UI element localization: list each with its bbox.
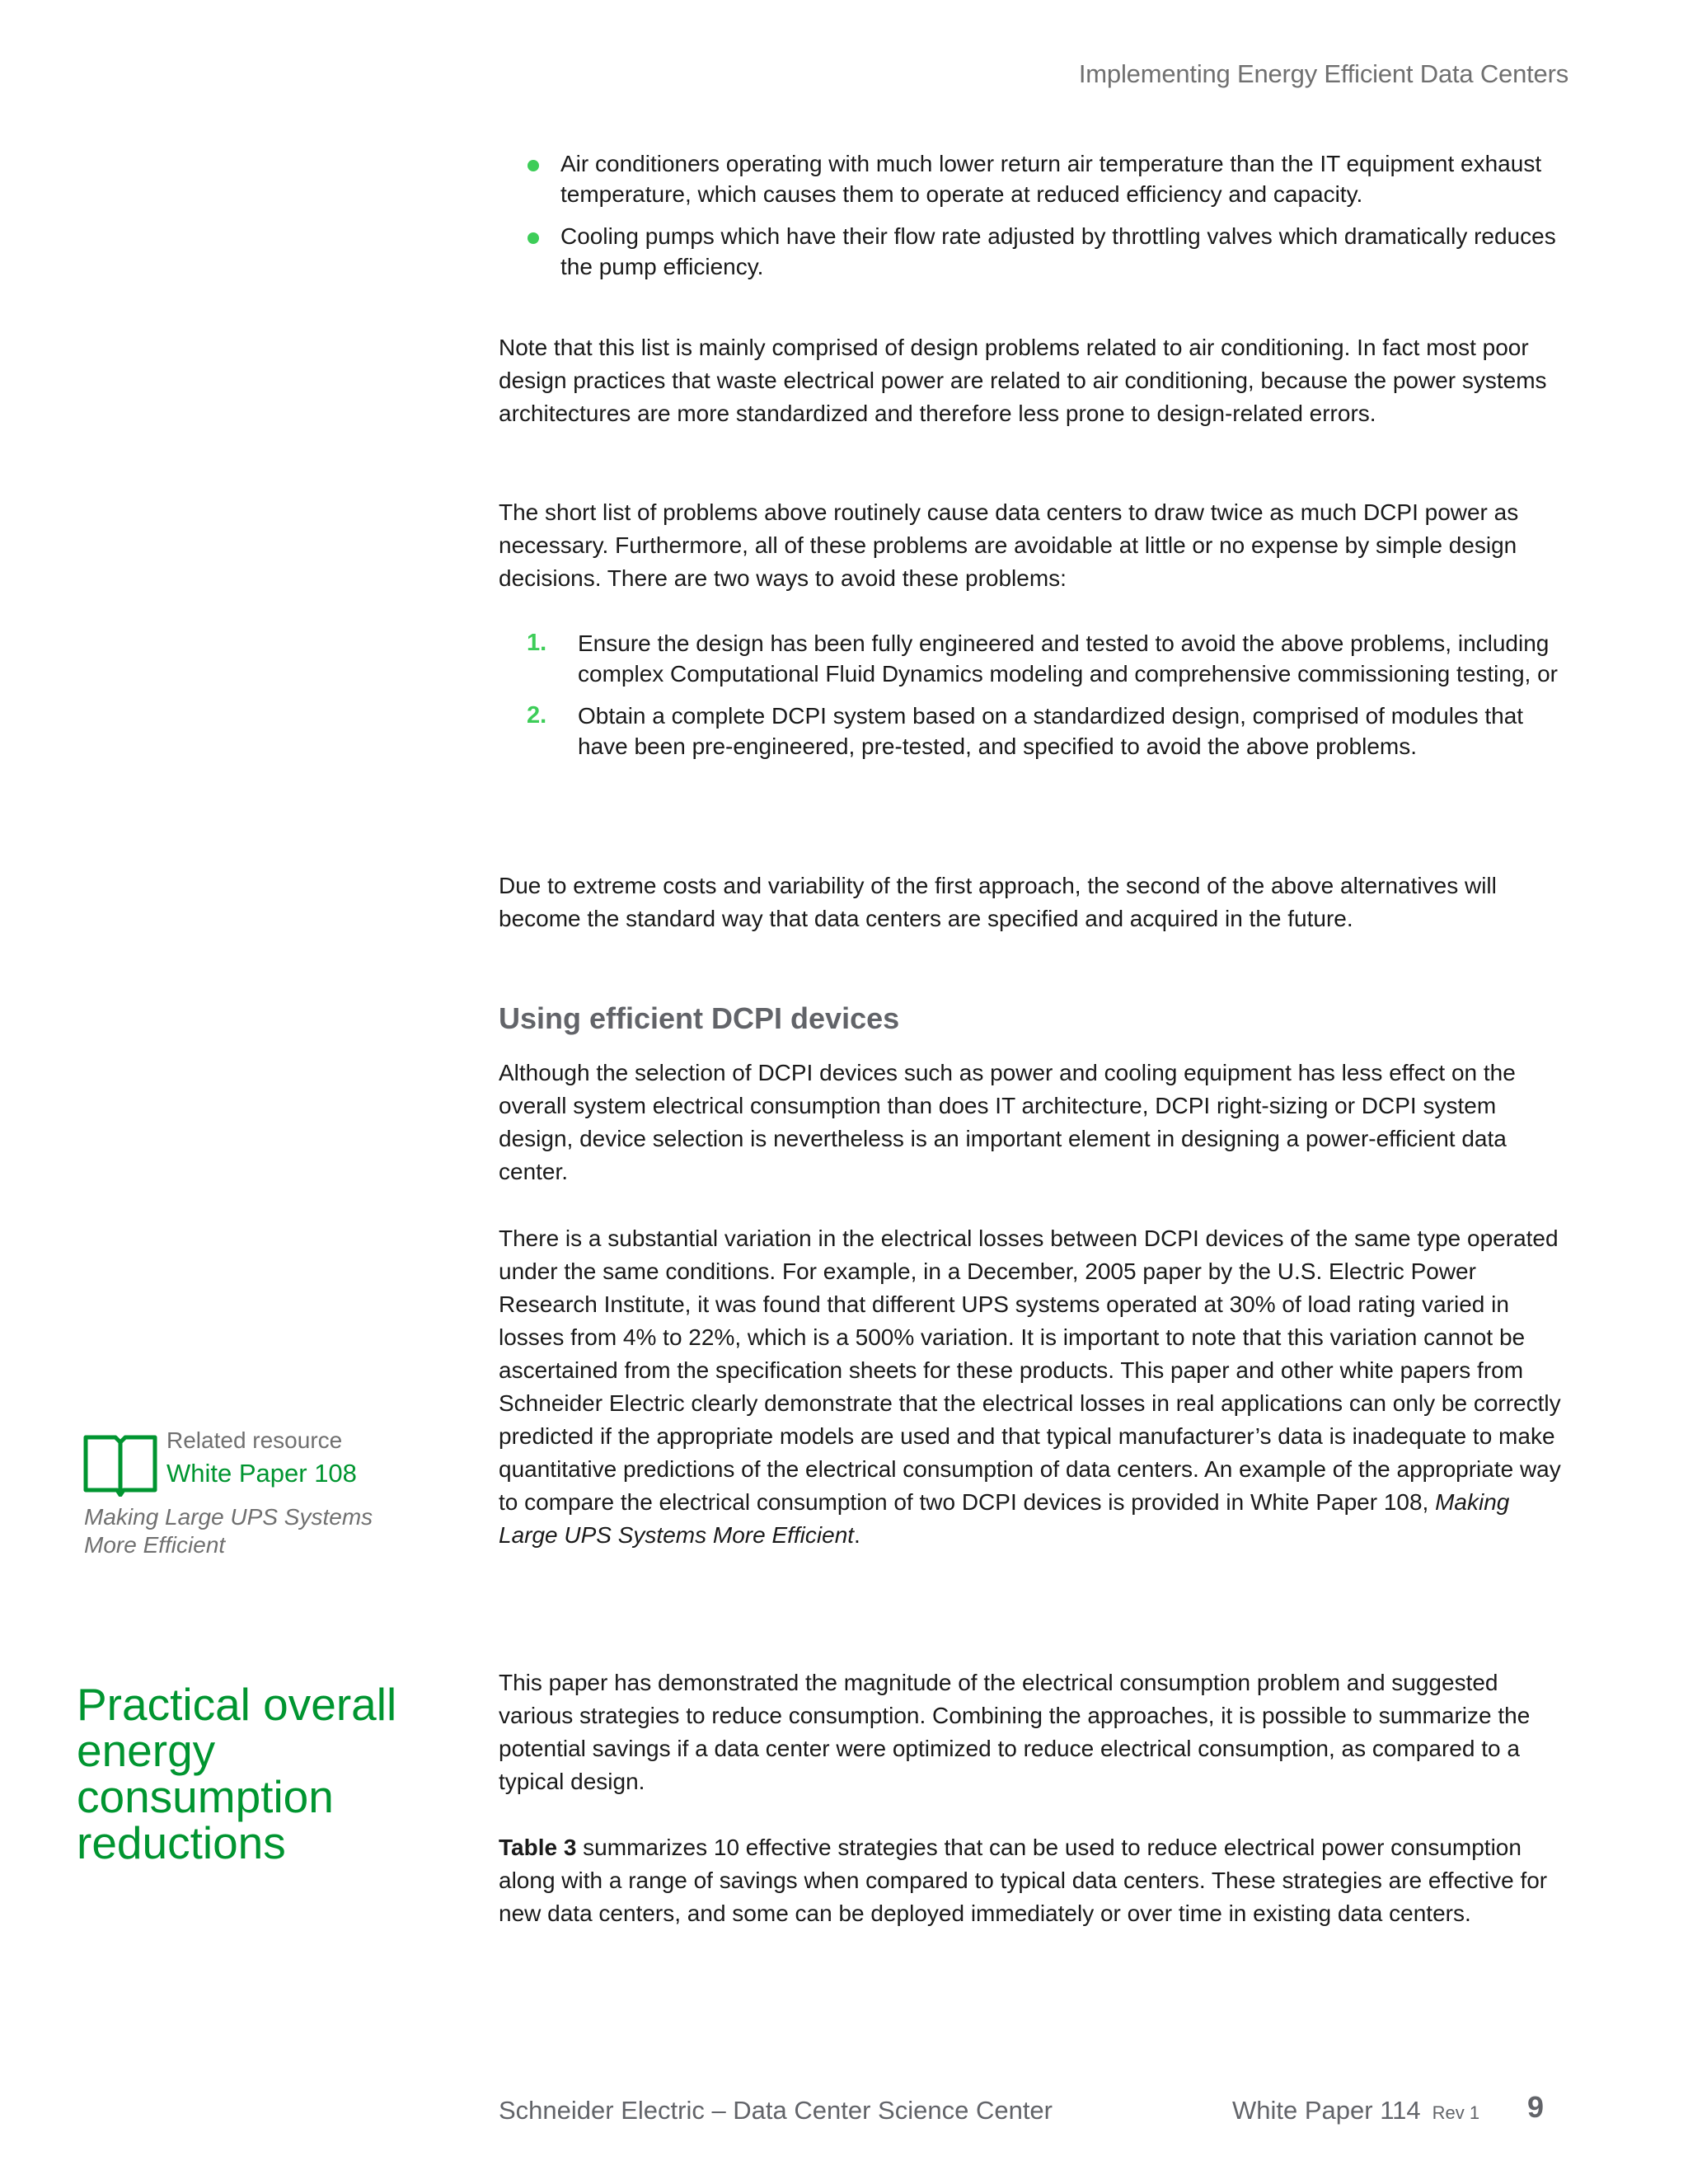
table-reference: Table 3 [499,1835,577,1860]
section-subheading: Using efficient DCPI devices [499,1001,900,1035]
bullet-list [499,148,1566,293]
list-number: 1. [527,630,547,656]
list-item [499,628,1566,689]
paragraph: Due to extreme costs and variability of the first approach, the second of the above alternatives will become the standard way that data centers are specified and acquired in the future. [499,873,1497,931]
list-number: 2. [527,702,547,729]
section-title: Practical overall energy consumption reductions [77,1679,397,1868]
paragraph [499,1831,1566,1930]
list-text: Ensure the design has been fully engineered and tested to avoid the above problems, including complex Computational Fluid Dynamics modeling and comprehensive commissioning testing, or [578,630,1558,687]
footer-paper-number: White Paper 114 [1232,2096,1421,2125]
paragraph-text: summarizes 10 effective strategies that can be used to reduce electrical power consumption along with a range of savings when compared to typical data centers. These strategies are effective for new data centers, and some can be deployed immediately or over time in existing data centers. [499,1835,1548,1926]
paragraph: This paper has demonstrated the magnitude of the electrical consumption problem and suggested various strategies to reduce consumption. Combining the approaches, it is possible to summarize the potential savings if a data center were optimized to reduce electrical consumption, as compared to a typical design. [499,1670,1531,1794]
footer-publisher: Schneider Electric – Data Center Science Center [499,2096,1053,2125]
list-item [499,701,1566,762]
paragraph: Although the selection of DCPI devices such as power and cooling equipment has less effect on the overall system electrical consumption than does IT architecture, DCPI right-sizing or DCPI system design, device selection is nevertheless is an important element in designing a power-efficient data center. [499,1060,1516,1184]
paragraph: The short list of problems above routinely cause data centers to draw twice as much DCPI power as necessary. Furthermore, all of these problems are avoidable at little or no expense by simple design decisions. There are two ways to avoid these problems: [499,499,1519,591]
paragraph-end: . [854,1522,860,1548]
open-book-icon [82,1431,158,1497]
list-item: Air conditioners operating with much lower return air temperature than the IT equipment exhaust temperature, which causes them to operate at reduced efficiency and capacity. [499,148,1566,209]
related-resource-title: Making Large UPS Systems More Efficient [84,1504,373,1558]
running-header: Implementing Energy Efficient Data Centers [1078,59,1568,88]
numbered-list [499,628,1566,773]
paragraph [499,1222,1566,1552]
related-resource-label: Related resource [166,1427,343,1453]
list-item: Cooling pumps which have their flow rate adjusted by throttling valves which dramatically reduces the pump efficiency. [499,221,1566,282]
page-number: 9 [1527,2090,1545,2124]
white-paper-link[interactable]: White Paper 108 [166,1459,357,1488]
paragraph: Note that this list is mainly comprised of design problems related to air conditioning. In fact most poor design practices that waste electrical power are related to air conditioning, because the power systems architectures are more standardized and therefore less prone to design-related errors. [499,335,1547,426]
footer-revision: Rev 1 [1432,2102,1480,2123]
footer-paper-id [1232,2096,1479,2125]
cited-title: Making Large UPS Systems More Efficient [499,1489,1510,1548]
list-text: Obtain a complete DCPI system based on a standardized design, comprised of modules that have been pre-engineered, pre-tested, and specified to avoid the above problems. [578,703,1524,759]
paragraph-text: There is a substantial variation in the electrical losses between DCPI devices of the same type operated under the same conditions. For example, in a December, 2005 paper by the U.S. Electric Power Research Institute, it was found that different UPS systems operated at 30% of load rating varied in losses from 4% to 22%, which is a 500% variation. It is important to note that this variation cannot be ascertained from the specification sheets for these products. This paper and other white papers from Schneider Electric clearly demonstrate that the electrical losses in real applications can only be correctly predicted if the appropriate models are used and that typical manufacturer’s data is inadequate to make quantitative predictions of the electrical consumption of data centers. An example of the appropriate way to compare the electrical consumption of two DCPI devices is provided in White Paper 108, [499,1226,1561,1515]
